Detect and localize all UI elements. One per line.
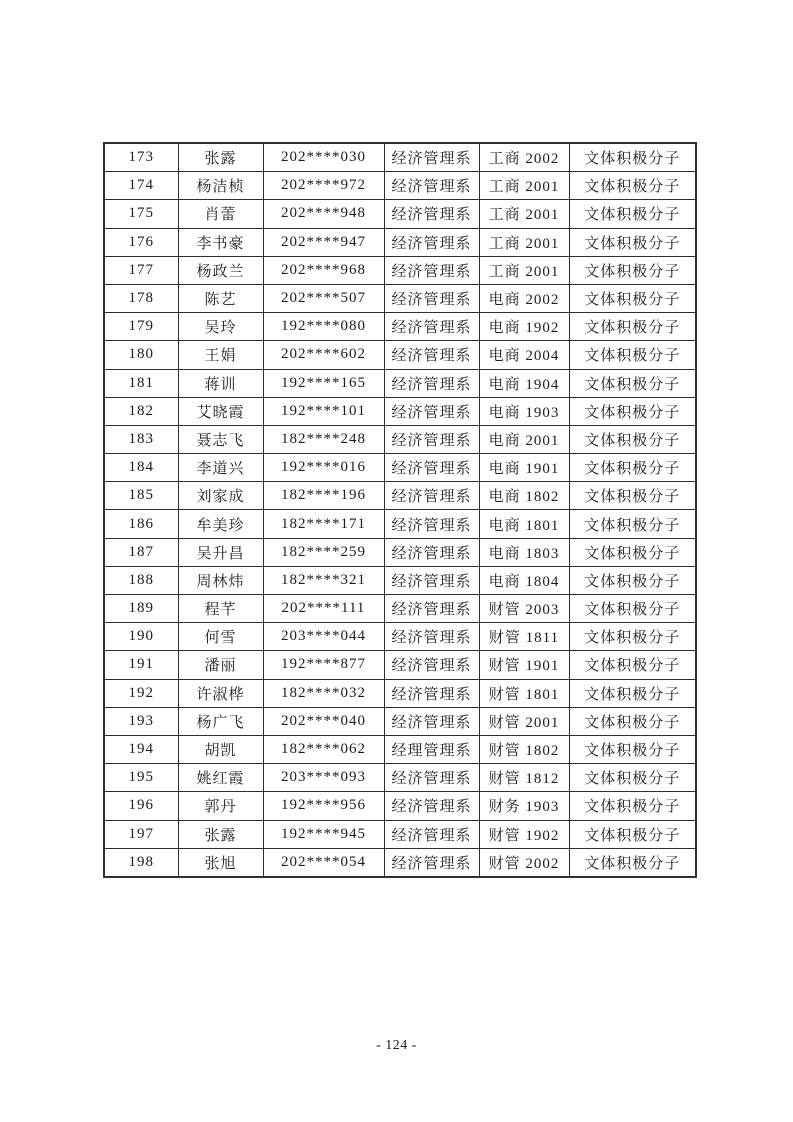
table-row [104,820,696,848]
cell-class: 工商 2001 [479,228,569,256]
cell-row-number: 192 [104,679,178,707]
cell-class: 财管 1801 [479,679,569,707]
cell-class: 电商 1902 [479,313,569,341]
cell-row-number: 182 [104,397,178,425]
cell-department: 经济管理系 [384,510,479,538]
cell-class: 财管 2001 [479,707,569,735]
cell-honor-title: 文体积极分子 [569,820,696,848]
cell-student-name: 何雪 [178,623,263,651]
cell-student-id: 202****040 [263,707,384,735]
cell-honor-title: 文体积极分子 [569,792,696,820]
cell-student-id: 182****321 [263,566,384,594]
cell-row-number: 174 [104,172,178,200]
cell-honor-title: 文体积极分子 [569,284,696,312]
cell-honor-title: 文体积极分子 [569,313,696,341]
cell-class: 财管 1802 [479,735,569,763]
table-row [104,284,696,312]
cell-class: 财管 2002 [479,848,569,877]
cell-department: 经济管理系 [384,707,479,735]
cell-honor-title: 文体积极分子 [569,172,696,200]
cell-department: 经济管理系 [384,143,479,172]
cell-student-id: 182****062 [263,735,384,763]
cell-class: 财务 1903 [479,792,569,820]
table-row [104,538,696,566]
cell-honor-title: 文体积极分子 [569,764,696,792]
cell-department: 经济管理系 [384,538,479,566]
cell-student-id: 202****030 [263,143,384,172]
cell-student-name: 吴玲 [178,313,263,341]
cell-class: 财管 1901 [479,651,569,679]
table-row [104,482,696,510]
cell-department: 经济管理系 [384,679,479,707]
cell-student-name: 刘家成 [178,482,263,510]
cell-student-id: 202****972 [263,172,384,200]
cell-student-id: 202****507 [263,284,384,312]
cell-department: 经济管理系 [384,200,479,228]
cell-class: 工商 2001 [479,256,569,284]
cell-student-id: 192****945 [263,820,384,848]
cell-class: 电商 1903 [479,397,569,425]
cell-honor-title: 文体积极分子 [569,538,696,566]
cell-department: 经济管理系 [384,623,479,651]
cell-student-name: 杨洁桢 [178,172,263,200]
cell-student-id: 192****101 [263,397,384,425]
cell-student-name: 周林炜 [178,566,263,594]
page-number: - 124 - [376,1038,417,1053]
cell-class: 工商 2002 [479,143,569,172]
cell-department: 经理管理系 [384,735,479,763]
cell-row-number: 179 [104,313,178,341]
cell-class: 电商 1801 [479,510,569,538]
cell-row-number: 188 [104,566,178,594]
cell-class: 电商 2002 [479,284,569,312]
cell-class: 电商 1901 [479,454,569,482]
cell-row-number: 184 [104,454,178,482]
student-honor-table [103,142,697,878]
cell-department: 经济管理系 [384,651,479,679]
cell-department: 经济管理系 [384,848,479,877]
cell-student-name: 胡凯 [178,735,263,763]
cell-row-number: 178 [104,284,178,312]
cell-honor-title: 文体积极分子 [569,200,696,228]
cell-student-id: 192****877 [263,651,384,679]
cell-student-id: 192****080 [263,313,384,341]
roster-table-body [104,143,696,877]
table-row [104,764,696,792]
table-row [104,510,696,538]
cell-class: 电商 2001 [479,425,569,453]
cell-row-number: 197 [104,820,178,848]
table-row [104,397,696,425]
cell-student-id: 182****032 [263,679,384,707]
table-row [104,341,696,369]
cell-honor-title: 文体积极分子 [569,623,696,651]
cell-student-name: 王娟 [178,341,263,369]
cell-department: 经济管理系 [384,172,479,200]
cell-row-number: 175 [104,200,178,228]
cell-department: 经济管理系 [384,397,479,425]
cell-row-number: 194 [104,735,178,763]
cell-student-name: 吴升昌 [178,538,263,566]
cell-student-name: 程芊 [178,595,263,623]
cell-row-number: 185 [104,482,178,510]
table-row [104,143,696,172]
cell-student-name: 杨政兰 [178,256,263,284]
table-row [104,595,696,623]
cell-row-number: 177 [104,256,178,284]
cell-student-name: 许淑桦 [178,679,263,707]
table-row [104,623,696,651]
table-row [104,651,696,679]
table-row [104,679,696,707]
cell-department: 经济管理系 [384,566,479,594]
cell-class: 财管 1812 [479,764,569,792]
cell-department: 经济管理系 [384,228,479,256]
cell-row-number: 187 [104,538,178,566]
cell-honor-title: 文体积极分子 [569,397,696,425]
cell-honor-title: 文体积极分子 [569,735,696,763]
cell-honor-title: 文体积极分子 [569,454,696,482]
cell-department: 经济管理系 [384,482,479,510]
cell-class: 电商 1804 [479,566,569,594]
cell-class: 财管 2003 [479,595,569,623]
cell-row-number: 191 [104,651,178,679]
cell-class: 财管 1902 [479,820,569,848]
cell-row-number: 196 [104,792,178,820]
cell-department: 经济管理系 [384,595,479,623]
table-row [104,848,696,877]
cell-honor-title: 文体积极分子 [569,848,696,877]
cell-student-id: 192****956 [263,792,384,820]
cell-department: 经济管理系 [384,425,479,453]
table-row [104,454,696,482]
cell-student-id: 182****248 [263,425,384,453]
cell-honor-title: 文体积极分子 [569,595,696,623]
cell-student-id: 192****016 [263,454,384,482]
cell-row-number: 176 [104,228,178,256]
cell-student-name: 李书豪 [178,228,263,256]
cell-row-number: 181 [104,369,178,397]
cell-honor-title: 文体积极分子 [569,566,696,594]
cell-department: 经济管理系 [384,256,479,284]
table-row [104,792,696,820]
cell-student-name: 艾晓霞 [178,397,263,425]
table-row [104,369,696,397]
cell-honor-title: 文体积极分子 [569,341,696,369]
table-row [104,566,696,594]
cell-student-id: 202****054 [263,848,384,877]
cell-student-name: 杨广飞 [178,707,263,735]
table-row [104,256,696,284]
cell-student-name: 陈艺 [178,284,263,312]
cell-honor-title: 文体积极分子 [569,651,696,679]
cell-row-number: 186 [104,510,178,538]
cell-honor-title: 文体积极分子 [569,679,696,707]
cell-department: 经济管理系 [384,764,479,792]
cell-row-number: 183 [104,425,178,453]
cell-class: 电商 1803 [479,538,569,566]
cell-student-id: 202****111 [263,595,384,623]
table-row [104,313,696,341]
cell-student-name: 肖蕾 [178,200,263,228]
cell-class: 工商 2001 [479,200,569,228]
cell-student-id: 203****093 [263,764,384,792]
cell-honor-title: 文体积极分子 [569,707,696,735]
cell-student-name: 李道兴 [178,454,263,482]
cell-honor-title: 文体积极分子 [569,256,696,284]
cell-department: 经济管理系 [384,284,479,312]
cell-honor-title: 文体积极分子 [569,228,696,256]
cell-honor-title: 文体积极分子 [569,510,696,538]
cell-student-name: 张露 [178,820,263,848]
cell-department: 经济管理系 [384,313,479,341]
cell-department: 经济管理系 [384,792,479,820]
cell-student-id: 202****947 [263,228,384,256]
cell-student-id: 202****602 [263,341,384,369]
cell-student-name: 张旭 [178,848,263,877]
cell-row-number: 190 [104,623,178,651]
cell-student-name: 姚红霞 [178,764,263,792]
cell-student-name: 聂志飞 [178,425,263,453]
cell-class: 电商 2004 [479,341,569,369]
table-row [104,200,696,228]
cell-department: 经济管理系 [384,369,479,397]
table-row [104,172,696,200]
cell-student-id: 203****044 [263,623,384,651]
cell-honor-title: 文体积极分子 [569,425,696,453]
cell-class: 电商 1904 [479,369,569,397]
cell-student-id: 192****165 [263,369,384,397]
cell-student-id: 182****196 [263,482,384,510]
cell-student-name: 张露 [178,143,263,172]
cell-row-number: 180 [104,341,178,369]
cell-department: 经济管理系 [384,820,479,848]
table-row [104,707,696,735]
cell-class: 财管 1811 [479,623,569,651]
table-row [104,735,696,763]
cell-student-id: 202****968 [263,256,384,284]
cell-honor-title: 文体积极分子 [569,143,696,172]
cell-student-id: 182****171 [263,510,384,538]
cell-student-name: 潘丽 [178,651,263,679]
cell-class: 工商 2001 [479,172,569,200]
cell-department: 经济管理系 [384,341,479,369]
cell-student-name: 牟美珍 [178,510,263,538]
cell-department: 经济管理系 [384,454,479,482]
table-row [104,228,696,256]
cell-row-number: 173 [104,143,178,172]
table-row [104,425,696,453]
cell-student-name: 蒋训 [178,369,263,397]
cell-row-number: 189 [104,595,178,623]
cell-row-number: 195 [104,764,178,792]
cell-class: 电商 1802 [479,482,569,510]
cell-student-id: 202****948 [263,200,384,228]
cell-student-name: 郭丹 [178,792,263,820]
cell-student-id: 182****259 [263,538,384,566]
cell-honor-title: 文体积极分子 [569,482,696,510]
cell-row-number: 198 [104,848,178,877]
cell-honor-title: 文体积极分子 [569,369,696,397]
cell-row-number: 193 [104,707,178,735]
